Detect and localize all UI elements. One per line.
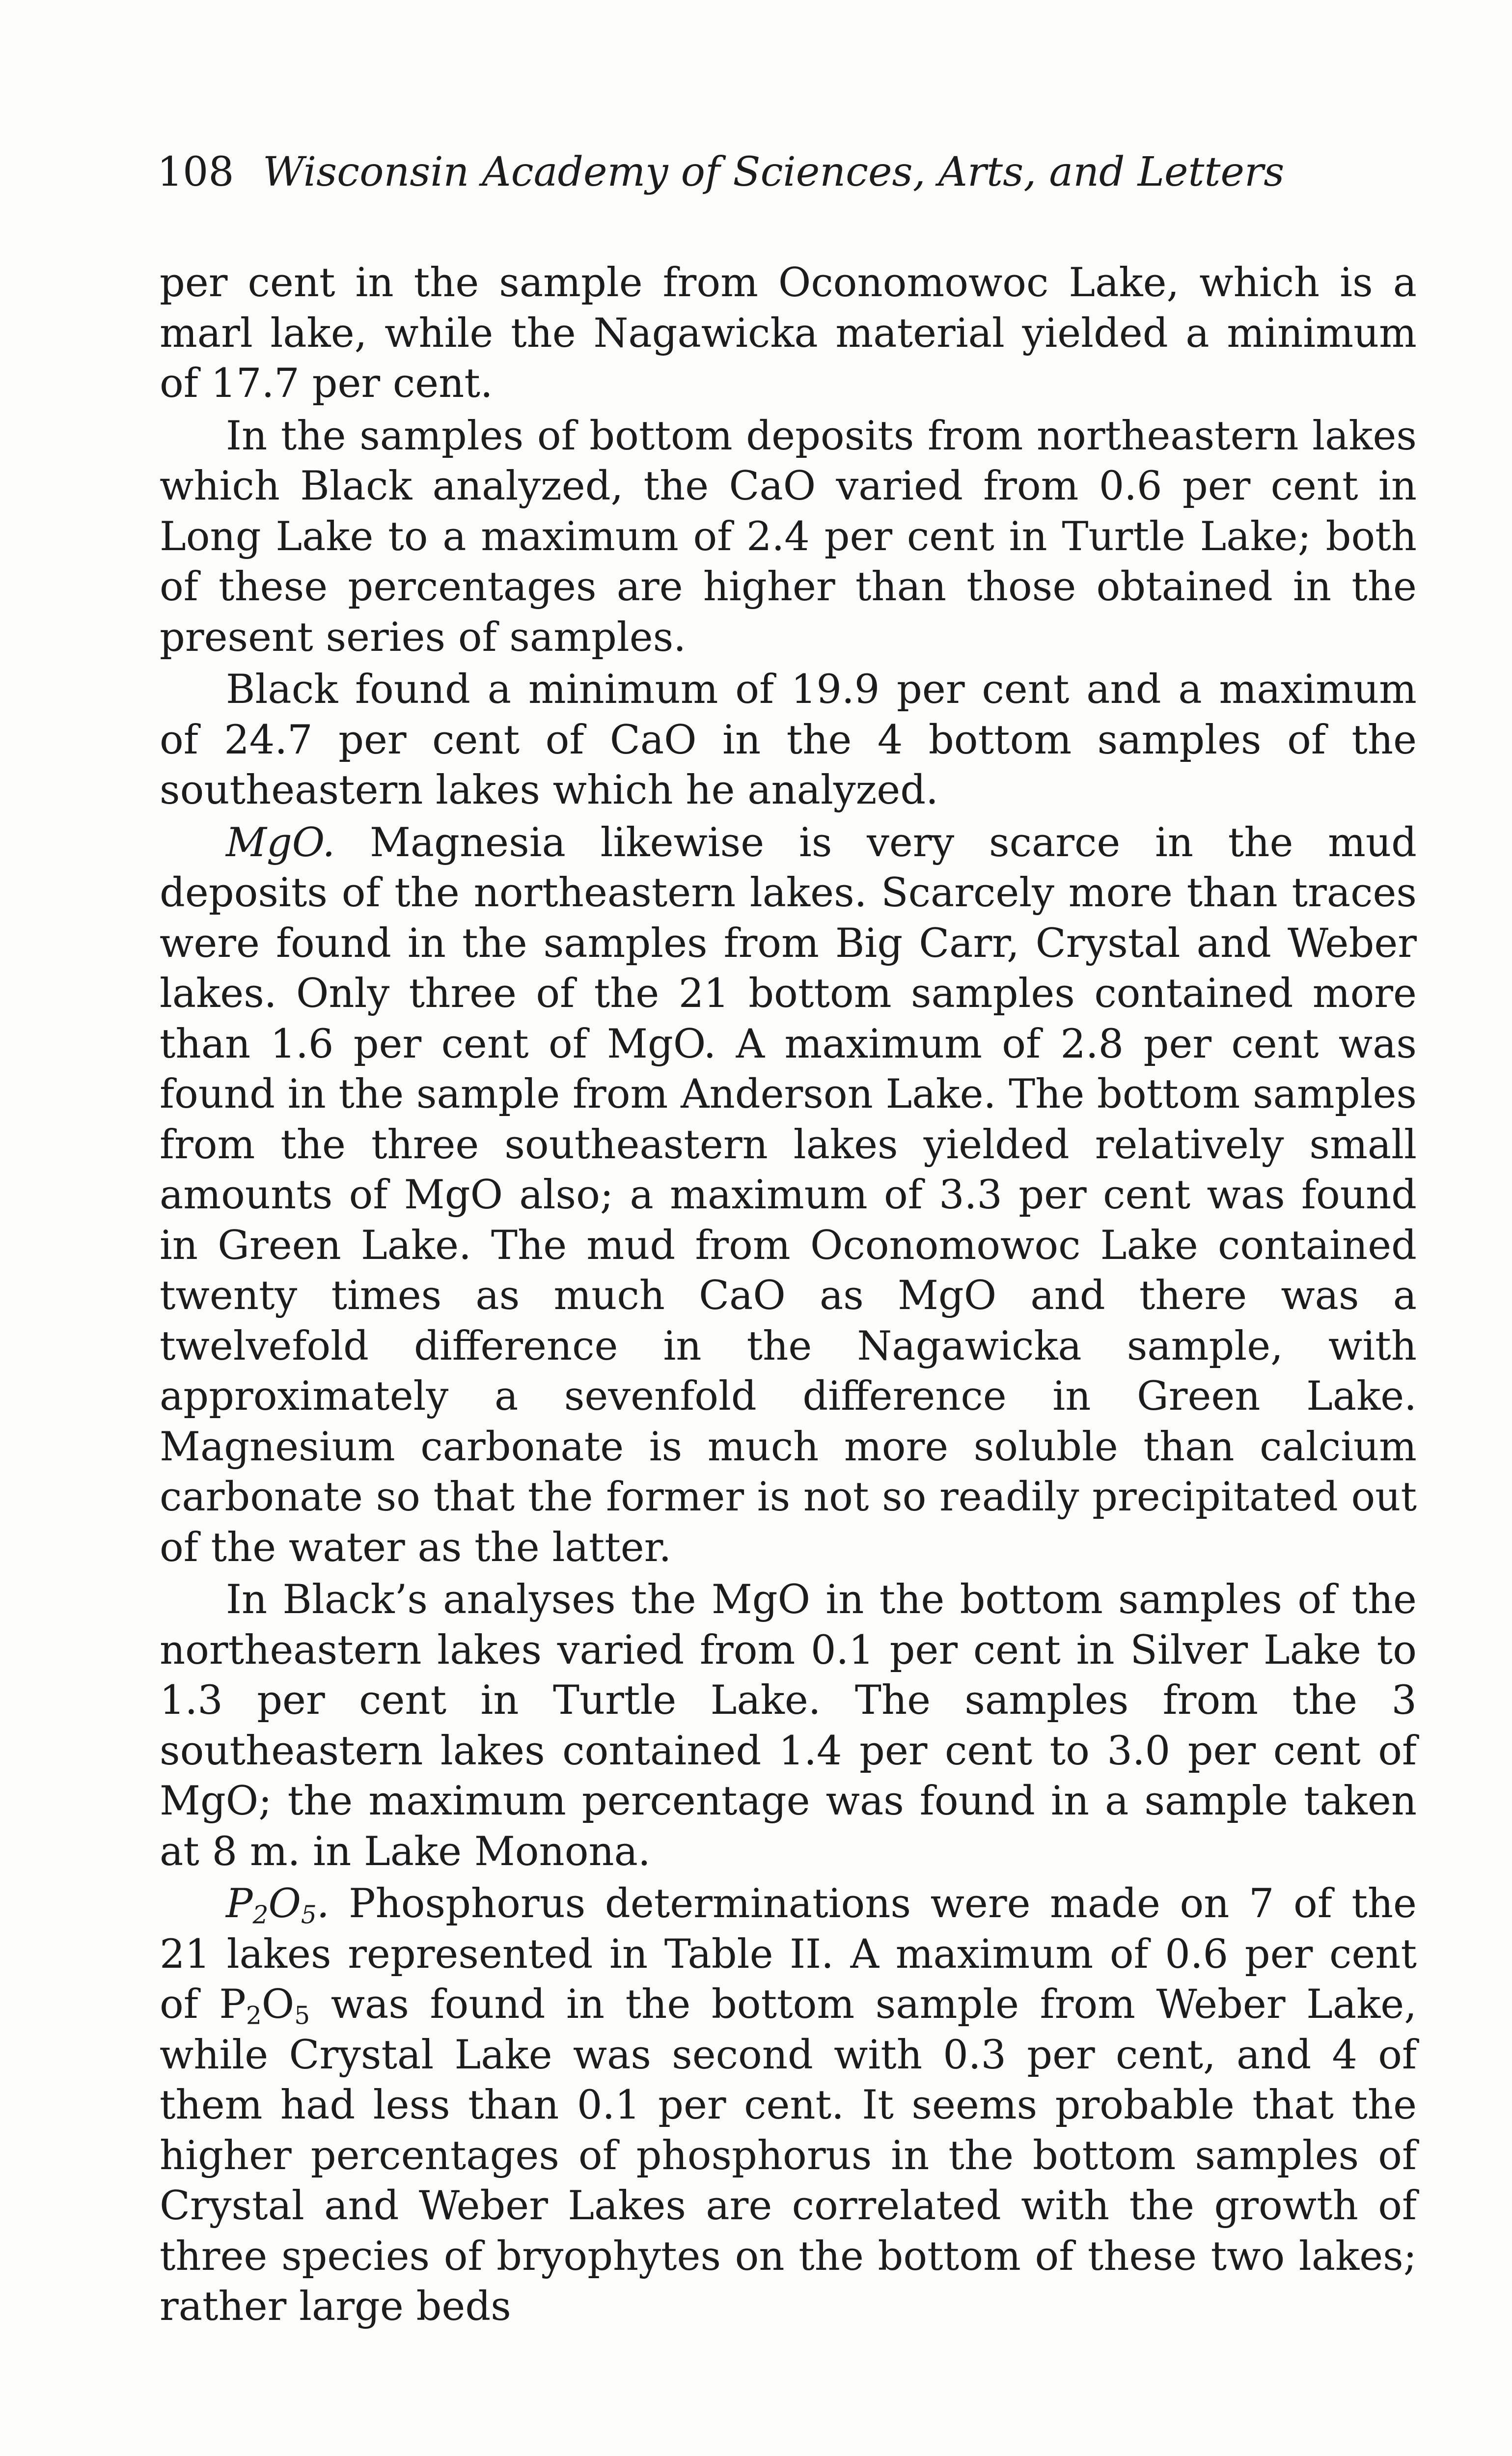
paragraph-text: Phosphorus determinations were made on 7 of the 21 lakes represented in Table II. A maximum of 0.6 per cent of: [160, 1881, 1417, 2028]
paragraph: [160, 818, 1417, 1573]
section-lead-mgo: MgO.: [226, 819, 335, 866]
formula-sub-5: 5: [294, 2001, 310, 2030]
paragraph-text: Magnesia likewise is very scarce in the mud deposits of the northeastern lakes. Scarcely more than traces were found in the samples from Big Carr, Crystal and Weber lakes. Only three of the 21 bottom samples contained more than 1.6 per cent of MgO. A maximum of 2.8 per cent was found in the sample from Anderson Lake. The bottom samples from the three southeastern lakes yielded relatively small amounts of MgO also; a maximum of 3.3 per cent was found in Green Lake. The mud from Oconomowoc Lake contained twenty times as much CaO as MgO and there was a twelvefold difference in the Nagawicka sample, with approximately a sevenfold difference in Green Lake. Magnesium carbonate is much more soluble than calcium carbonate so that the former is not so readily precipitated out of the water as the latter.: [160, 819, 1417, 1571]
paragraph-text: In Black’s analyses the MgO in the bottom samples of the northeastern lakes varied from 0.1 per cent in Silver Lake to 1.3 per cent in Turtle Lake. The samples from the 3 southeastern lakes contained 1.4 per cent to 3.0 per cent of MgO; the maximum percentage was found in a sample taken at 8 m. in Lake Monona.: [160, 1577, 1417, 1875]
paragraph: [160, 258, 1417, 409]
journal-title: Wisconsin Academy of Sciences, Arts, and Letters: [263, 149, 1285, 195]
lead-period: .: [316, 1881, 330, 1927]
lead-sub-5: 5: [301, 1900, 317, 1929]
lead-p: P: [226, 1881, 253, 1927]
formula-p: P: [219, 1982, 246, 2028]
paragraph: [160, 411, 1417, 663]
formula-p2o5: [219, 1982, 310, 2028]
lead-o: O: [268, 1881, 301, 1927]
formula-sub-2: 2: [246, 2001, 262, 2030]
paragraph: [160, 1879, 1417, 2332]
paragraph-text: was found in the bottom sample from Weber Lake, while Crystal Lake was second with 0.3 per cent, and 4 of them had less than 0.1 per cent. It seems probable that the higher percentages of phosphorus in the bottom samples of Crystal and Weber Lakes are correlated with the growth of three species of bryophytes on the bottom of these two lakes; rather large beds: [160, 1982, 1417, 2330]
page-number: 108: [157, 149, 234, 195]
paragraph-text: Black found a minimum of 19.9 per cent and a maximum of 24.7 per cent of CaO in the 4 bottom samples of the southeastern lakes which he analyzed.: [160, 667, 1417, 813]
paragraph: [160, 665, 1417, 816]
paragraph-text: In the samples of bottom deposits from northeastern lakes which Black analyzed, the CaO varied from 0.6 per cent in Long Lake to a maximum of 2.4 per cent in Turtle Lake; both of these percentages are higher than those obtained in the present series of samples.: [160, 413, 1417, 661]
formula-o: O: [261, 1982, 295, 2028]
paragraph-text: per cent in the sample from Oconomowoc Lake, which is a marl lake, while the Nagawicka material yielded a minimum of 17.7 per cent.: [160, 260, 1417, 407]
body-text: [160, 258, 1417, 2332]
lead-sub-2: 2: [252, 1900, 269, 1929]
section-lead-p2o5: [226, 1881, 330, 1927]
running-head: [157, 149, 1336, 195]
paragraph: [160, 1575, 1417, 1877]
